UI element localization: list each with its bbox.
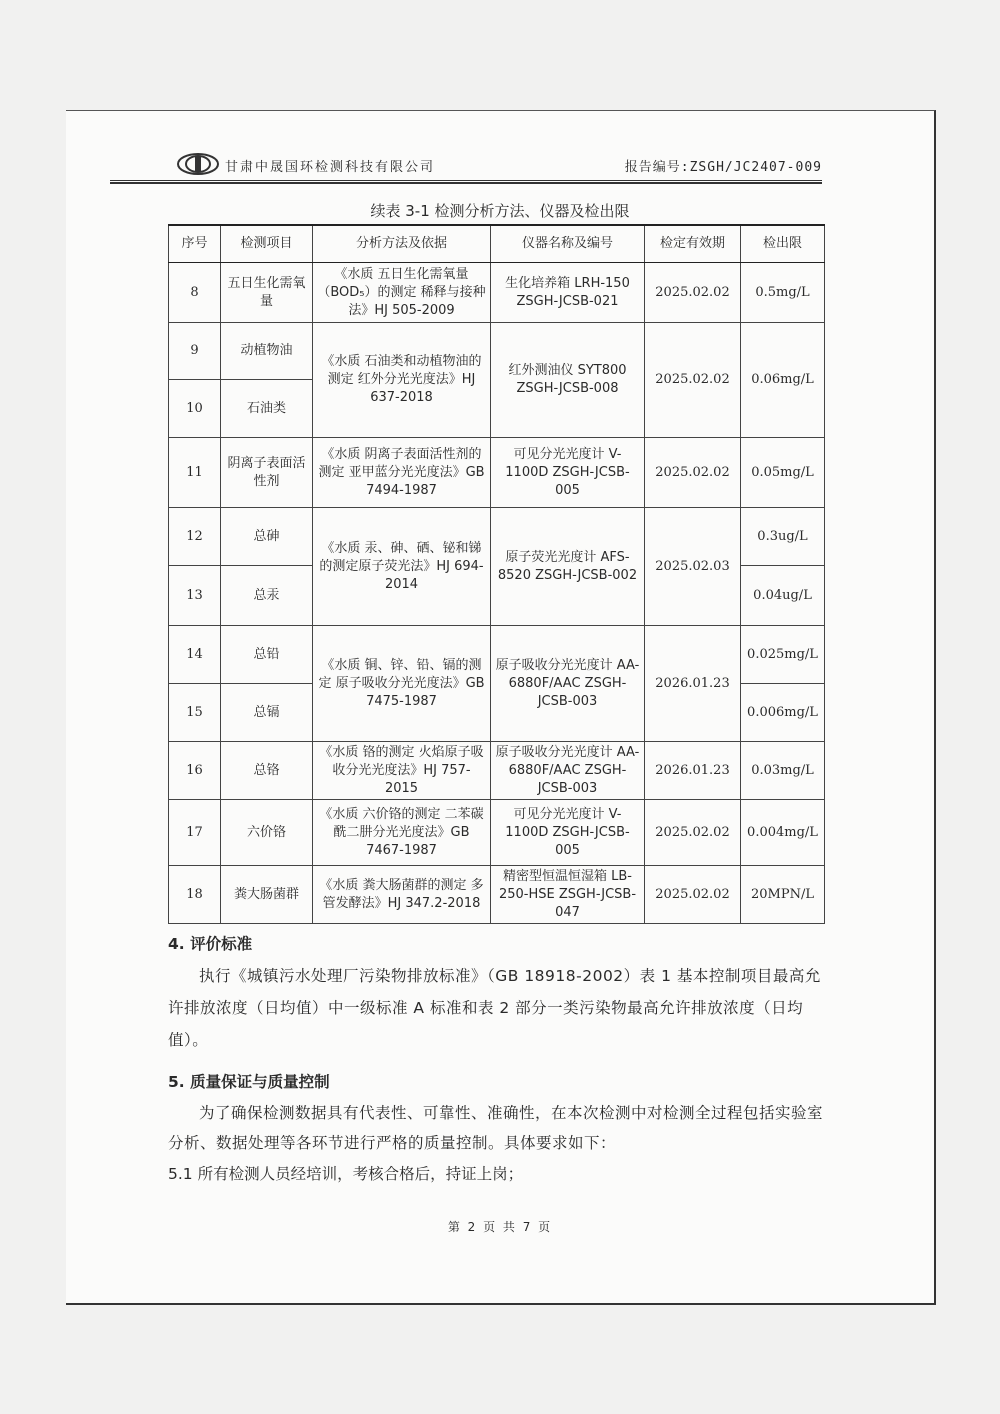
row-limit: 0.05mg/L xyxy=(741,438,825,508)
section-5-heading: 5. 质量保证与质量控制 xyxy=(168,1073,330,1091)
table-row xyxy=(169,866,825,924)
row-item: 总砷 xyxy=(221,508,313,566)
row-limit: 0.06mg/L xyxy=(741,323,825,438)
row-item: 六价铬 xyxy=(221,800,313,866)
section-4 xyxy=(168,928,828,1056)
report-number: 报告编号:ZSGH/JC2407-009 xyxy=(624,160,822,175)
table-header-row xyxy=(169,225,825,263)
row-no: 8 xyxy=(169,263,221,323)
col-header-item: 检测项目 xyxy=(221,225,313,263)
row-method: 《水质 六价铬的测定 二苯碳酰二肼分光光度法》GB 7467-1987 xyxy=(313,800,491,866)
row-no: 14 xyxy=(169,626,221,684)
row-valid: 2025.02.02 xyxy=(645,323,741,438)
row-no: 12 xyxy=(169,508,221,566)
col-header-instrument: 仪器名称及编号 xyxy=(491,225,645,263)
row-item: 石油类 xyxy=(221,380,313,438)
row-valid: 2025.02.02 xyxy=(645,263,741,323)
row-valid: 2026.01.23 xyxy=(645,626,741,742)
row-item: 总铬 xyxy=(221,742,313,800)
col-header-limit: 检出限 xyxy=(741,225,825,263)
table-row xyxy=(169,263,825,323)
row-limit: 0.025mg/L xyxy=(741,626,825,684)
row-item: 总镉 xyxy=(221,684,313,742)
table-row xyxy=(169,508,825,566)
col-header-no: 序号 xyxy=(169,225,221,263)
page-header xyxy=(110,150,822,181)
row-method: 《水质 粪大肠菌群的测定 多管发酵法》HJ 347.2-2018 xyxy=(313,866,491,924)
row-item: 五日生化需氧量 xyxy=(221,263,313,323)
row-valid: 2025.02.02 xyxy=(645,438,741,508)
row-limit: 20MPN/L xyxy=(741,866,825,924)
row-item: 动植物油 xyxy=(221,323,313,380)
row-instrument: 原子吸收分光光度计 AA-6880F/AAC ZSGH-JCSB-003 xyxy=(491,626,645,742)
col-header-valid: 检定有效期 xyxy=(645,225,741,263)
row-limit: 0.006mg/L xyxy=(741,684,825,742)
company-logo xyxy=(176,153,220,175)
row-item: 粪大肠菌群 xyxy=(221,866,313,924)
row-no: 13 xyxy=(169,566,221,626)
row-method: 《水质 汞、砷、硒、铋和锑的测定原子荧光法》HJ 694-2014 xyxy=(313,508,491,626)
row-no: 18 xyxy=(169,866,221,924)
row-no: 15 xyxy=(169,684,221,742)
row-valid: 2025.02.02 xyxy=(645,800,741,866)
row-limit: 0.04ug/L xyxy=(741,566,825,626)
methods-table xyxy=(168,224,825,924)
row-method: 《水质 阴离子表面活性剂的测定 亚甲蓝分光光度法》GB 7494-1987 xyxy=(313,438,491,508)
row-instrument: 生化培养箱 LRH-150 ZSGH-JCSB-021 xyxy=(491,263,645,323)
row-valid: 2025.02.03 xyxy=(645,508,741,626)
row-no: 16 xyxy=(169,742,221,800)
row-instrument: 可见分光光度计 V-1100D ZSGH-JCSB-005 xyxy=(491,800,645,866)
table-row xyxy=(169,800,825,866)
row-item: 总铅 xyxy=(221,626,313,684)
col-header-method: 分析方法及依据 xyxy=(313,225,491,263)
row-instrument: 精密型恒温恒湿箱 LB-250-HSE ZSGH-JCSB-047 xyxy=(491,866,645,924)
row-method: 《水质 铬的测定 火焰原子吸收分光光度法》HJ 757-2015 xyxy=(313,742,491,800)
row-limit: 0.03mg/L xyxy=(741,742,825,800)
row-limit: 0.5mg/L xyxy=(741,263,825,323)
row-no: 9 xyxy=(169,323,221,380)
row-limit: 0.004mg/L xyxy=(741,800,825,866)
company-name: 甘肃中晟国环检测科技有限公司 xyxy=(225,160,436,175)
row-no: 11 xyxy=(169,438,221,508)
row-instrument: 原子荧光光度计 AFS-8520 ZSGH-JCSB-002 xyxy=(491,508,645,626)
table-row xyxy=(169,626,825,684)
section-4-paragraph: 执行《城镇污水处理厂污染物排放标准》（GB 18918-2002）表 1 基本控制项目最高允许排放浓度（日均值）中一级标准 A 标准和表 2 部分一类污染物最高允许排放浓度（日均值）。 xyxy=(168,967,821,1049)
row-method: 《水质 石油类和动植物油的测定 红外分光光度法》HJ 637-2018 xyxy=(313,323,491,438)
row-no: 10 xyxy=(169,380,221,438)
row-limit: 0.3ug/L xyxy=(741,508,825,566)
row-item: 总汞 xyxy=(221,566,313,626)
row-no: 17 xyxy=(169,800,221,866)
table-row xyxy=(169,323,825,380)
row-method: 《水质 五日生化需氧量（BOD₅）的测定 稀释与接种法》HJ 505-2009 xyxy=(313,263,491,323)
row-instrument: 红外测油仪 SYT800 ZSGH-JCSB-008 xyxy=(491,323,645,438)
row-instrument: 原子吸收分光光度计 AA-6880F/AAC ZSGH-JCSB-003 xyxy=(491,742,645,800)
section-5-paragraph: 为了确保检测数据具有代表性、可靠性、准确性，在本次检测中对检测全过程包括实验室分析、数据处理等各环节进行严格的质量控制。具体要求如下： xyxy=(168,1104,824,1152)
row-valid: 2026.01.23 xyxy=(645,742,741,800)
row-item: 阴离子表面活性剂 xyxy=(221,438,313,508)
page-footer: 第 2 页 共 7 页 xyxy=(447,1220,553,1234)
table-title: 续表 3-1 检测分析方法、仪器及检出限 xyxy=(370,202,630,220)
section-5-item-1: 5.1 所有检测人员经培训，考核合格后，持证上岗； xyxy=(168,1165,524,1183)
table-row xyxy=(169,438,825,508)
section-4-heading: 4. 评价标准 xyxy=(168,935,253,953)
row-valid: 2025.02.02 xyxy=(645,866,741,924)
table-row xyxy=(169,742,825,800)
row-method: 《水质 铜、锌、铅、镉的测定 原子吸收分光光度法》GB 7475-1987 xyxy=(313,626,491,742)
section-5 xyxy=(168,1066,828,1190)
row-instrument: 可见分光光度计 V-1100D ZSGH-JCSB-005 xyxy=(491,438,645,508)
